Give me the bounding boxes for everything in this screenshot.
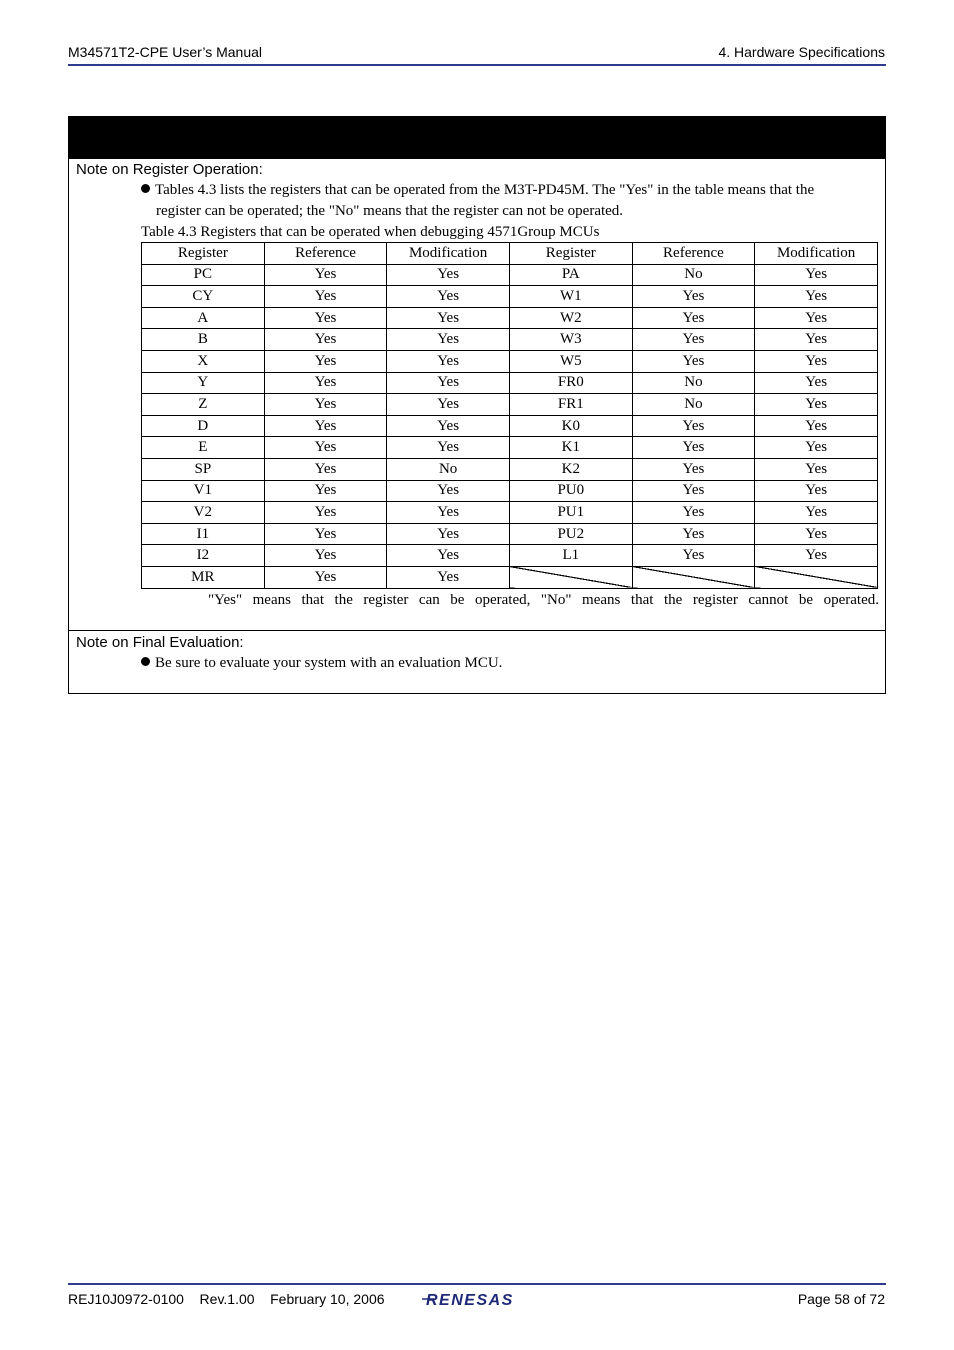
table-cell: Yes (755, 307, 878, 329)
table-cell: Yes (755, 545, 878, 567)
table-cell: E (142, 437, 265, 459)
table-cell: Yes (632, 329, 755, 351)
notes-title-band (69, 117, 885, 159)
bullet-icon (141, 657, 150, 666)
table-cell: Yes (264, 458, 387, 480)
table-row (142, 394, 878, 416)
table-cell: SP (142, 458, 265, 480)
table-cell: Yes (264, 350, 387, 372)
table-cell: Yes (755, 329, 878, 351)
svg-text:RENESAS: RENESAS (426, 1292, 514, 1309)
table-cell: Yes (264, 502, 387, 524)
table-row (142, 350, 878, 372)
table-row (142, 566, 878, 588)
empty-cell (755, 566, 878, 588)
table-cell: No (632, 372, 755, 394)
col-header: Register (142, 243, 265, 265)
section-divider (69, 630, 885, 631)
table-cell: I2 (142, 545, 265, 567)
table-cell: Yes (387, 566, 510, 588)
table-cell: Yes (755, 394, 878, 416)
register-table (141, 242, 878, 589)
table-cell: Yes (387, 415, 510, 437)
footer-rule (68, 1283, 886, 1285)
table-cell: PU2 (509, 523, 632, 545)
table-caption: Table 4.3 Registers that can be operated when debugging 4571Group MCUs (141, 224, 600, 240)
table-row (142, 372, 878, 394)
table-cell: X (142, 350, 265, 372)
empty-cell (509, 566, 632, 588)
footer-rev: Rev.1.00 (199, 1291, 255, 1307)
col-header: Modification (387, 243, 510, 265)
table-cell: Yes (755, 350, 878, 372)
table-cell: Yes (264, 394, 387, 416)
table-cell: Yes (387, 307, 510, 329)
table-cell: Yes (264, 286, 387, 308)
col-header: Register (509, 243, 632, 265)
table-cell: Yes (387, 286, 510, 308)
table-cell: Yes (387, 480, 510, 502)
table-cell: Yes (632, 545, 755, 567)
table-cell: K0 (509, 415, 632, 437)
bullet-text-line1: Tables 4.3 lists the registers that can be operated from the M3T-PD45M. The "Yes" in the table means that the (155, 182, 815, 198)
table-cell: Yes (387, 350, 510, 372)
table-cell: Yes (755, 458, 878, 480)
col-header: Reference (632, 243, 755, 265)
empty-cell (632, 566, 755, 588)
table-cell: Yes (264, 415, 387, 437)
table-cell: Yes (387, 329, 510, 351)
table-row (142, 502, 878, 524)
table-cell: FR0 (509, 372, 632, 394)
header-rule (68, 64, 886, 66)
table-cell: Yes (632, 350, 755, 372)
footer-page-number: Page 58 of 72 (797, 1291, 885, 1307)
table-row (142, 458, 878, 480)
table-row (142, 523, 878, 545)
table-cell: W3 (509, 329, 632, 351)
table-cell: No (632, 264, 755, 286)
table-cell: Yes (387, 523, 510, 545)
table-row (142, 264, 878, 286)
table-cell: L1 (509, 545, 632, 567)
table-cell: Yes (264, 480, 387, 502)
table-cell: Yes (264, 437, 387, 459)
table-cell: D (142, 415, 265, 437)
col-header: Modification (755, 243, 878, 265)
table-cell: Yes (632, 437, 755, 459)
table-cell: Yes (264, 264, 387, 286)
table-cell: Y (142, 372, 265, 394)
table-cell: Z (142, 394, 265, 416)
table-row (142, 545, 878, 567)
table-cell: Yes (387, 502, 510, 524)
renesas-logo (422, 1289, 534, 1314)
table-note: "Yes" means that the register can be operated, "No" means that the register cannot be operated. (208, 592, 879, 608)
table-row (142, 437, 878, 459)
table-cell: Yes (264, 329, 387, 351)
table-cell: FR1 (509, 394, 632, 416)
notes-box (68, 116, 886, 694)
table-cell: W1 (509, 286, 632, 308)
table-cell: PC (142, 264, 265, 286)
table-cell: Yes (632, 307, 755, 329)
header-section-title: 4. Hardware Specifications (718, 44, 885, 60)
table-cell: Yes (632, 415, 755, 437)
table-cell: Yes (755, 286, 878, 308)
table-row (142, 329, 878, 351)
table-cell: Yes (387, 545, 510, 567)
bullet-icon (141, 184, 150, 193)
final-evaluation-text: Be sure to evaluate your system with an evaluation MCU. (155, 655, 503, 671)
table-cell: B (142, 329, 265, 351)
table-cell: V1 (142, 480, 265, 502)
table-cell: Yes (632, 286, 755, 308)
table-header-row (142, 243, 878, 265)
table-cell: A (142, 307, 265, 329)
table-cell: K2 (509, 458, 632, 480)
table-cell: Yes (632, 523, 755, 545)
table-row (142, 286, 878, 308)
table-cell: Yes (387, 394, 510, 416)
table-cell: PU0 (509, 480, 632, 502)
table-cell: Yes (755, 523, 878, 545)
table-cell: Yes (632, 458, 755, 480)
table-cell: MR (142, 566, 265, 588)
table-cell: I1 (142, 523, 265, 545)
table-cell: Yes (755, 415, 878, 437)
bullet-text-line2: register can be operated; the "No" means that the register can not be operated. (156, 203, 624, 219)
table-cell: Yes (264, 566, 387, 588)
table-cell: No (632, 394, 755, 416)
table-cell: PU1 (509, 502, 632, 524)
table-cell: Yes (755, 264, 878, 286)
table-row (142, 480, 878, 502)
table-cell: Yes (264, 372, 387, 394)
table-cell: Yes (755, 480, 878, 502)
footer-doc-info (68, 1291, 385, 1307)
final-evaluation-title: Note on Final Evaluation: (76, 634, 244, 651)
register-operation-title: Note on Register Operation: (76, 161, 263, 178)
table-row (142, 307, 878, 329)
table-cell: PA (509, 264, 632, 286)
table-cell: Yes (755, 372, 878, 394)
table-cell: Yes (264, 307, 387, 329)
register-operation-bullet (141, 182, 879, 199)
footer-doc-id: REJ10J0972-0100 (68, 1291, 184, 1307)
col-header: Reference (264, 243, 387, 265)
table-cell: Yes (632, 502, 755, 524)
table-cell: Yes (755, 502, 878, 524)
renesas-logo-mark (422, 1289, 534, 1309)
table-cell: Yes (387, 264, 510, 286)
table-cell: No (387, 458, 510, 480)
table-cell: Yes (387, 372, 510, 394)
footer-date: February 10, 2006 (270, 1291, 385, 1307)
table-cell: Yes (264, 545, 387, 567)
header-manual-title: M34571T2-CPE User’s Manual (68, 44, 263, 60)
table-row (142, 415, 878, 437)
table-cell: Yes (264, 523, 387, 545)
final-evaluation-bullet (141, 655, 879, 672)
table-cell: W2 (509, 307, 632, 329)
table-cell: V2 (142, 502, 265, 524)
table-cell: W5 (509, 350, 632, 372)
table-cell: CY (142, 286, 265, 308)
table-cell: Yes (755, 437, 878, 459)
table-cell: Yes (387, 437, 510, 459)
table-cell: K1 (509, 437, 632, 459)
table-cell: Yes (632, 480, 755, 502)
